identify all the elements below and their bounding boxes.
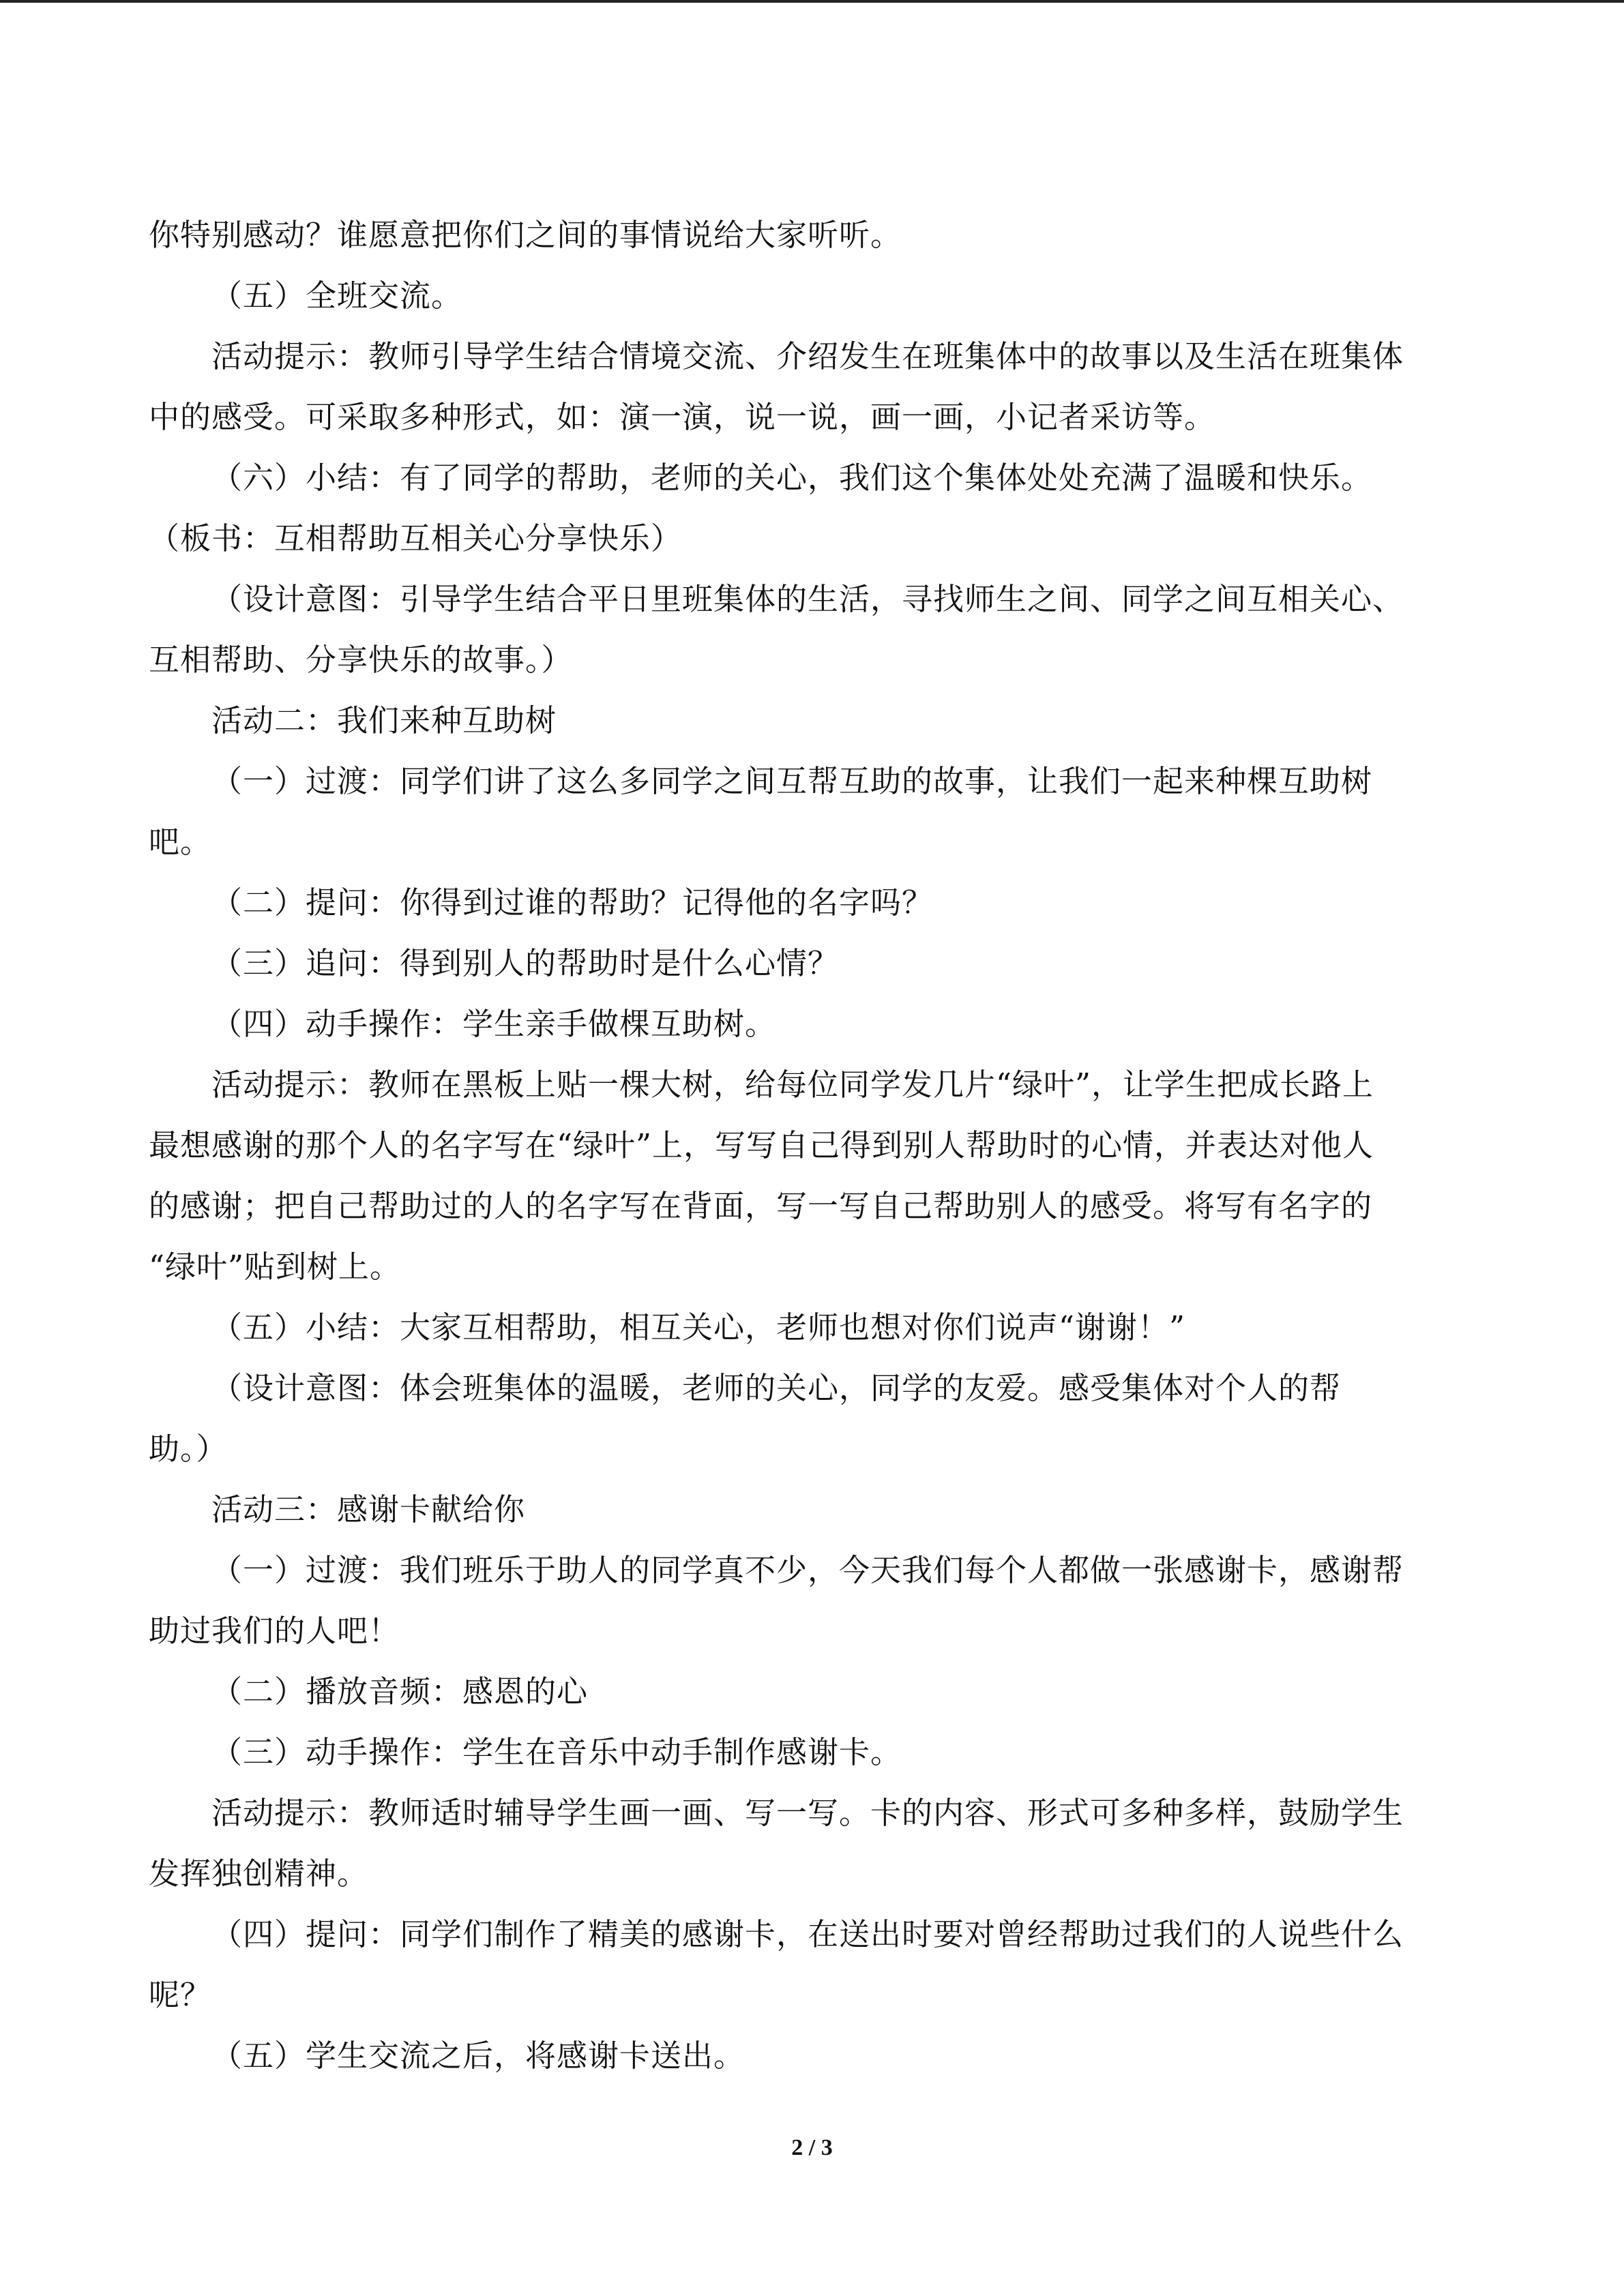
page-number: 2 / 3 bbox=[791, 2135, 833, 2160]
text-line: （五）小结：大家互相帮助，相互关心，老师也想对你们说声“谢谢！” bbox=[211, 1309, 1186, 1345]
text-line: 活动提示：教师引导学生结合情境交流、介绍发生在班集体中的故事以及生活在班集体 bbox=[211, 338, 1404, 374]
text-line: 发挥独创精神。 bbox=[149, 1855, 369, 1892]
text-line: 吧。 bbox=[149, 824, 212, 860]
text-line: 互相帮助、分享快乐的故事。） bbox=[149, 642, 573, 678]
text-line: （二）提问：你得到过谁的帮助？记得他的名字吗？ bbox=[211, 884, 934, 921]
text-line: 呢？ bbox=[149, 1977, 212, 2013]
text-line: （板书：互相帮助互相关心分享快乐） bbox=[149, 520, 683, 556]
text-line: 活动提示：教师适时辅导学生画一画、写一写。卡的内容、形式可多种多样，鼓励学生 bbox=[211, 1795, 1404, 1831]
text-line: （设计意图：体会班集体的温暖，老师的关心，同学的友爱。感受集体对个人的帮 bbox=[211, 1370, 1342, 1406]
text-line: （一）过渡：我们班乐于助人的同学真不少，今天我们每个人都做一张感谢卡，感谢帮 bbox=[211, 1552, 1404, 1588]
text-line: （三）动手操作：学生在音乐中动手制作感谢卡。 bbox=[211, 1734, 902, 1770]
text-line: （四）提问：同学们制作了精美的感谢卡，在送出时要对曾经帮助过我们的人说些什么 bbox=[211, 1916, 1404, 1952]
text-line: 的感谢；把自己帮助过的人的名字写在背面，写一写自己帮助别人的感受。将写有名字的 bbox=[149, 1188, 1373, 1224]
text-line: 最想感谢的那个人的名字写在“绿叶”上，写写自己得到别人帮助时的心情，并表达对他人 bbox=[149, 1127, 1374, 1163]
text-line: （一）过渡：同学们讲了这么多同学之间互帮互助的故事，让我们一起来种棵互助树 bbox=[211, 763, 1373, 799]
text-line: （六）小结：有了同学的帮助，老师的关心，我们这个集体处处充满了温暖和快乐。 bbox=[211, 460, 1373, 496]
page-top-border bbox=[0, 0, 1624, 3]
text-line: 助。） bbox=[149, 1431, 228, 1467]
text-line: 活动提示：教师在黑板上贴一棵大树，给每位同学发几片“绿叶”，让学生把成长路上 bbox=[211, 1067, 1374, 1103]
document-body bbox=[149, 205, 1462, 2086]
text-line: （三）追问：得到别人的帮助时是什么心情？ bbox=[211, 945, 840, 981]
text-line: 活动三：感谢卡献给你 bbox=[211, 1491, 526, 1527]
text-line: 助过我们的人吧！ bbox=[149, 1613, 400, 1649]
text-line: （四）动手操作：学生亲手做棵互助树。 bbox=[211, 1006, 777, 1042]
text-line: 你特别感动？谁愿意把你们之间的事情说给大家听听。 bbox=[149, 217, 902, 253]
text-line: “绿叶”贴到树上。 bbox=[149, 1249, 402, 1285]
text-line: 中的感受。可采取多种形式，如：演一演，说一说，画一画，小记者采访等。 bbox=[149, 399, 1216, 435]
text-line: （五）学生交流之后，将感谢卡送出。 bbox=[211, 2038, 745, 2074]
text-line: （五）全班交流。 bbox=[211, 278, 463, 314]
text-line: （设计意图：引导学生结合平日里班集体的生活，寻找师生之间、同学之间互相关心、 bbox=[211, 581, 1404, 617]
text-line: 活动二：我们来种互助树 bbox=[211, 702, 557, 739]
text-line: （二）播放音频：感恩的心 bbox=[211, 1673, 589, 1710]
